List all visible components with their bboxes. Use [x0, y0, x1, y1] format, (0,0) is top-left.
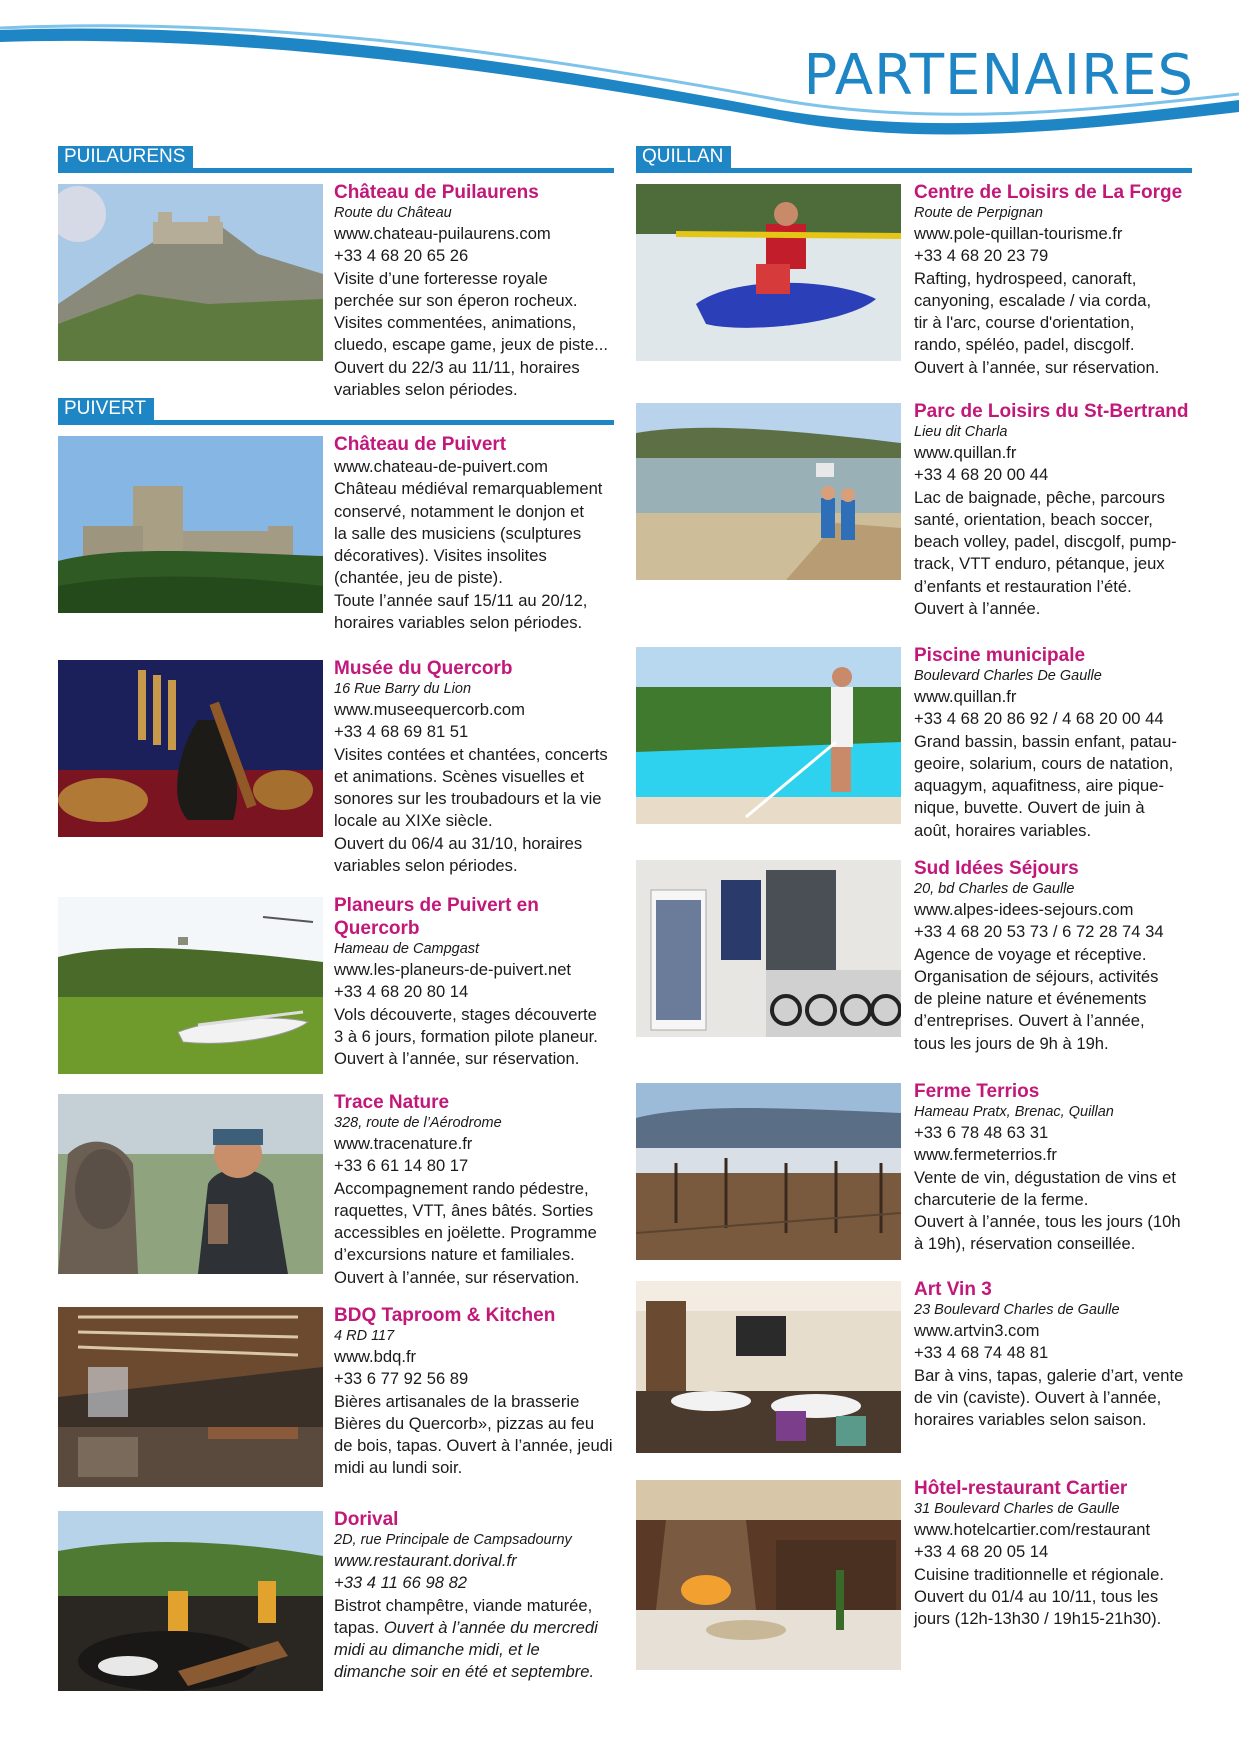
partner-photo — [58, 660, 323, 837]
partner-name: Dorival — [334, 1509, 399, 1530]
partner-photo — [58, 184, 323, 361]
partner-photo — [636, 1281, 901, 1453]
section-header-puilaurens — [58, 146, 614, 173]
partner-website[interactable]: www.quillan.fr — [914, 687, 1017, 706]
partner-photo — [58, 436, 323, 613]
partner-phone: +33 4 68 20 23 79 — [914, 246, 1049, 266]
partner-name: Ferme Terrios — [914, 1081, 1040, 1102]
partner-address: Hameau Pratx, Brenac, Quillan — [914, 1104, 1114, 1120]
description-regular: Bistrot champêtre, viande maturée, tapas. — [334, 1595, 593, 1637]
partner-website[interactable]: www.bdq.fr — [334, 1347, 417, 1366]
partner-phone: +33 6 78 48 63 31 — [914, 1123, 1049, 1142]
partner-website[interactable]: www.chateau-de-puivert.com — [334, 457, 548, 476]
section-header-quillan — [636, 146, 1192, 173]
partner-address: Hameau de Campgast — [334, 941, 480, 957]
partner-website[interactable]: www.les-planeurs-de-puivert.net — [334, 960, 572, 979]
partner-website[interactable]: www.hotelcartier.com/restaurant — [914, 1520, 1151, 1539]
partner-website[interactable]: www.artvin3.com — [914, 1321, 1040, 1340]
partner-address: Boulevard Charles De Gaulle — [914, 668, 1102, 684]
partner-name: Piscine municipale — [914, 645, 1086, 666]
partner-address: 4 RD 117 — [334, 1328, 395, 1344]
partner-phone: +33 4 68 20 86 92 / 4 68 20 00 44 — [914, 709, 1164, 729]
partner-address: 2D, rue Principale de Campsadourny — [334, 1532, 572, 1548]
partner-photo — [636, 1480, 901, 1670]
partner-address: 16 Rue Barry du Lion — [334, 681, 472, 697]
partner-website[interactable]: www.pole-quillan-tourisme.fr — [914, 224, 1123, 243]
partner-address: 23 Boulevard Charles de Gaulle — [914, 1302, 1120, 1318]
partner-phone: +33 4 68 74 48 81 — [914, 1343, 1049, 1363]
section-label: PUILAURENS — [58, 146, 193, 168]
partner-name: Château de Puivert — [334, 434, 507, 455]
partner-phone: +33 4 68 20 65 26 — [334, 246, 469, 266]
partner-phone: +33 4 68 20 00 44 — [914, 465, 1049, 485]
section-label: QUILLAN — [636, 146, 731, 168]
partner-name: Musée du Quercorb — [334, 658, 513, 679]
partner-address: Route du Château — [334, 205, 452, 221]
partner-photo — [58, 897, 323, 1074]
partner-photo — [58, 1094, 323, 1274]
partner-name: BDQ Taproom & Kitchen — [334, 1305, 556, 1326]
partner-address: 20, bd Charles de Gaulle — [914, 881, 1075, 897]
partner-photo — [636, 1083, 901, 1260]
section-label: PUIVERT — [58, 398, 154, 420]
partner-website[interactable]: www.fermeterrios.fr — [914, 1145, 1057, 1165]
partner-phone: +33 4 68 69 81 51 — [334, 722, 469, 742]
partner-description: Vente de vin, dégustation de vins et charcuterie de la ferme. Ouvert à l’année, tous les jours (10h à 19h), réservation conseillée. — [914, 1167, 1181, 1254]
partner-address: Lieu dit Charla — [914, 424, 1008, 440]
partner-address: Route de Perpignan — [914, 205, 1043, 221]
partner-website[interactable]: www.restaurant.dorival.fr — [334, 1551, 517, 1570]
partner-description: Grand bassin, bassin enfant, patau- geoire, solarium, cours de natation, aquagym, aquafitness, aire pique- nique, buvette. Ouvert de juin à août, horaires variables. — [914, 731, 1177, 840]
partner-phone: +33 4 68 20 05 14 — [914, 1542, 1049, 1562]
partner-description: Bar à vins, tapas, galerie d’art, vente de vin (caviste). Ouvert à l’année, horaires variables selon saison. — [914, 1365, 1184, 1430]
partner-description — [334, 1595, 624, 1684]
partner-photo — [58, 1307, 323, 1487]
partner-photo — [636, 184, 901, 361]
partner-phone: +33 4 68 20 53 73 / 6 72 28 74 34 — [914, 922, 1164, 942]
partner-address: 328, route de l’Aérodrome — [334, 1115, 502, 1131]
partner-description: Cuisine traditionnelle et régionale. Ouvert du 01/4 au 10/11, tous les jours (12h-13h30 / 19h15-21h30). — [914, 1564, 1164, 1629]
partner-name: Hôtel-restaurant Cartier — [914, 1478, 1128, 1499]
partner-name: Château de Puilaurens — [334, 182, 539, 203]
partner-name: Parc de Loisirs du St-Bertrand — [914, 401, 1189, 422]
partner-website[interactable]: www.quillan.fr — [914, 443, 1017, 462]
partner-name: Trace Nature — [334, 1092, 450, 1113]
partner-description: Vols découverte, stages découverte 3 à 6 jours, formation pilote planeur. Ouvert à l’année, sur réservation. — [334, 1004, 598, 1069]
partner-description: Visites contées et chantées, concerts et animations. Scènes visuelles et sonores sur les troubadours et la vie locale au XIXe siècle. Ouvert du 06/4 au 31/10, horaires variables selon périodes. — [334, 744, 608, 876]
description-italic: Ouvert à l’année du mercredi midi au dimanche midi, et le dimanche soir en été et septembre. — [334, 1617, 598, 1682]
partner-name: Art Vin 3 — [914, 1279, 992, 1300]
partner-photo — [636, 647, 901, 824]
page-title: PARTENAIRES — [803, 43, 1194, 108]
partner-description: Rafting, hydrospeed, canoraft, canyoning, escalade / via corda, tir à l'arc, course d'orientation, rando, spéléo, padel, discgolf. Ouvert à l’année, sur réservation. — [914, 268, 1160, 377]
partner-name: Centre de Loisirs de La Forge — [914, 182, 1183, 203]
partner-phone: +33 6 61 14 80 17 — [334, 1156, 469, 1176]
partner-website[interactable]: www.museequercorb.com — [334, 700, 525, 719]
partner-website[interactable]: www.tracenature.fr — [334, 1134, 473, 1153]
partner-name: Planeurs de Puivert en Quercorb — [334, 895, 539, 939]
partner-photo — [636, 860, 901, 1037]
partner-description: Visite d’une forteresse royale perchée sur son éperon rocheux. Visites commentées, animations, cluedo, escape game, jeux de piste... Ouvert du 22/3 au 11/11, horaires variables selon périodes. — [334, 268, 608, 400]
partner-photo — [636, 403, 901, 580]
partner-phone: +33 4 11 66 98 82 — [334, 1573, 468, 1593]
section-header-puivert — [58, 398, 614, 425]
partner-website[interactable]: www.chateau-puilaurens.com — [334, 224, 551, 243]
partner-description: Accompagnement rando pédestre, raquettes, VTT, ânes bâtés. Sorties accessibles en joëlette. Programme d’excursions nature et familiales. Ouvert à l’année, sur réservation. — [334, 1178, 597, 1287]
partner-name: Sud Idées Séjours — [914, 858, 1079, 879]
partner-photo — [58, 1511, 323, 1691]
partner-description: Lac de baignade, pêche, parcours santé, orientation, beach soccer, beach volley, padel, discgolf, pump- track, VTT enduro, pétanque, jeux d’enfants et restauration l’été. Ouvert à l’année. — [914, 487, 1177, 619]
partner-phone: +33 4 68 20 80 14 — [334, 982, 469, 1002]
partner-website[interactable]: www.alpes-idees-sejours.com — [914, 900, 1134, 919]
partner-description: Agence de voyage et réceptive. Organisation de séjours, activités de pleine nature et événements d’entreprises. Ouvert à l’année, tous les jours de 9h à 19h. — [914, 944, 1159, 1053]
partner-address: 31 Boulevard Charles de Gaulle — [914, 1501, 1120, 1517]
partner-phone: +33 6 77 92 56 89 — [334, 1369, 469, 1389]
partner-description: Bières artisanales de la brasserie Bières du Quercorb», pizzas au feu de bois, tapas. Ouvert à l’année, jeudi midi au lundi soir. — [334, 1391, 613, 1478]
partner-description: Château médiéval remarquablement conservé, notamment le donjon et la salle des musiciens (sculptures décoratives). Visites insolites (chantée, jeu de piste). Toute l’année sauf 15/11 au 20/12, horaires variables selon périodes. — [334, 479, 603, 633]
